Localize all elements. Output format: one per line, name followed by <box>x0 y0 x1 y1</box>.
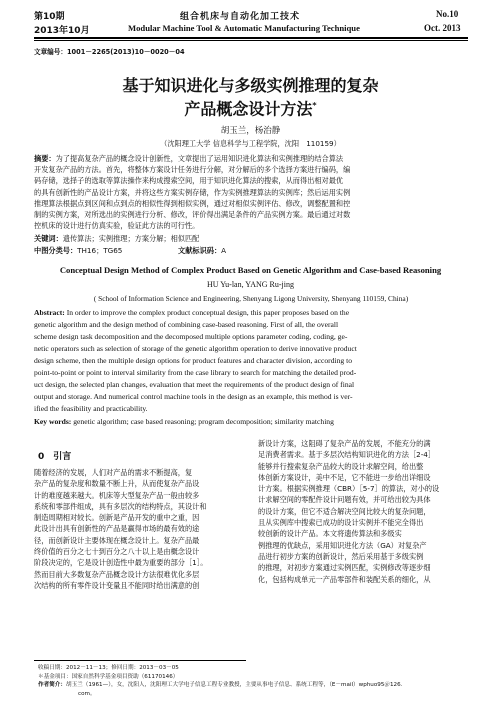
abstract-en-line: output and storage. And numerical control machine tools in the design as an example, this method is ver- <box>34 392 353 401</box>
paper-title-en: Conceptual Design Method of Complex Product Based on Genetic Algorithm and Case-based Reasoning <box>59 265 442 275</box>
body-line: 次结构的所有零件设计变量且不能同时给出满意的创 <box>34 580 200 590</box>
body-line: 然而目前大多数复杂产品概念设计方法很难优化多层 <box>34 569 200 579</box>
body-line: 系统和零部件组成，具有多层次的结构特点，其设计和 <box>34 501 207 511</box>
footnote-author-cont: com。 <box>78 690 96 697</box>
abstract-en-line: netic operators such as selection of storage of the genetic algorithm operation to derive innovative product <box>34 344 357 353</box>
body-line: 例推理的优缺点，采用知识进化方法（GA）对复杂产 <box>258 540 427 550</box>
abstract-zh-label: 摘要： <box>34 154 56 163</box>
footnotes <box>38 664 478 698</box>
issue-number-zh: 第10期 <box>34 12 65 22</box>
body-line: 终价值的百分之七十到百分之八十以上是由概念设计 <box>34 547 200 557</box>
authors-en: HU Yu-lan, YANG Ru-jing <box>207 280 294 289</box>
title-line-2: 产品概念设计方法* <box>184 99 317 119</box>
body-line: 足消费者需求。基于多层次结构知识进化的方法［2-4］ <box>258 450 436 460</box>
keywords-zh-label: 关键词： <box>34 234 63 243</box>
body-line: 且从实例库中搜索已成功的设计实例并不能完全得出 <box>258 518 424 528</box>
title-footnote-mark: * <box>312 101 317 110</box>
abstract-zh-line: 开发复杂产品的方法。首先，将整体方案设计任务进行分解，对分解后的多个选择方案进行编码，编 <box>34 165 351 175</box>
keywords-en-label: Key words: <box>34 417 72 426</box>
footnote-divider <box>34 660 246 661</box>
body-line: 杂产品的复杂度和数量不断上升，从而使复杂产品设 <box>34 479 200 489</box>
abstract-en-line: ified the feasibility and practicability. <box>34 404 148 413</box>
right-column-text <box>258 438 470 585</box>
abstract-zh-line: 码存储，选择子的选取等算法操作来构成搜索空间，用于知识进化算法的搜索，从而得出相对最优 <box>34 176 344 186</box>
abstract-zh <box>34 153 468 231</box>
keywords-zh: 关键词：遗传算法；实例推理；方案分解；相似匹配 <box>34 234 200 243</box>
affiliation-zh: （沈阳理工大学 信息科学与工程学院，沈阳 110159） <box>160 139 341 148</box>
header-rule-thin <box>34 40 468 41</box>
body-line: 计方案。根据实例推理（CBR）［5-7］的算法，对小的设 <box>258 484 440 494</box>
body-line: 的推理，对初步方案通过实例匹配，实例修改等逐步细 <box>258 563 431 573</box>
footnote-author-label: 作者简介： <box>38 682 66 689</box>
body-line: 能够并行搜索复杂产品较大的设计求解空间，给出整 <box>258 461 424 471</box>
abstract-zh-line: 摘要：为了提高复杂产品的概念设计创新性，文章提出了运用知识进化算法和实例推理的结合算法 <box>34 154 344 163</box>
document-code: 文献标识码：A <box>178 246 227 255</box>
clc-number: 中图分类号：TH16；TG65 <box>34 246 123 255</box>
body-line: 体创新方案设计，美中不足，它不能进一步给出详细设 <box>258 472 431 482</box>
abstract-en-line: genetic algorithm and the design method of combining case-based reasoning. First of all, the overall <box>34 320 339 329</box>
footnote-received: 收稿日期：2012－11－13；修回日期：2013－03－05 <box>38 665 179 671</box>
issue-number-en: No.10 <box>436 9 459 19</box>
body-line: 化，包括构成单元一产品零部件和装配关系的细化，从 <box>258 574 431 584</box>
body-line: 阶段决定的，它是设计创造性中最为重要的部分［1］。 <box>34 558 208 568</box>
clc-label: 中图分类号： <box>34 246 78 255</box>
document-code-label: 文献标识码： <box>178 246 222 255</box>
publish-date-en: Oct. 2013 <box>424 23 461 33</box>
body-line: 此设计出具有创新性的产品是赢得市场的最有效的途 <box>34 524 200 534</box>
body-line: 计的难度越来越大。机床等大型复杂产品一般由较多 <box>34 490 200 500</box>
body-line: 径，而创新设计主要体现在概念设计上。复杂产品最 <box>34 535 200 545</box>
paper-title-zh <box>0 76 501 119</box>
title-line-1: 基于知识进化与多级实例推理的复杂 <box>122 76 379 95</box>
body-line: 随着经济的发展，人们对产品的需求不断提高，复 <box>34 468 193 477</box>
keywords-en: Key words: genetic algorithm; case based reasoning; program decomposition; similarity matching <box>34 417 334 426</box>
article-number: 文章编号：1001－2265(2013)10－0020－04 <box>34 48 185 56</box>
authors-zh: 胡玉兰，杨治静 <box>220 126 281 136</box>
abstract-zh-line: 制的实例方案，对所选出的实例进行分析、修改，评价得出满足条件的产品实例方案。最后通过对数 <box>34 210 351 220</box>
abstract-en-line: Abstract: In order to improve the complex product conceptual design, this paper proposes based on the <box>34 308 350 317</box>
header-rule <box>34 37 468 39</box>
abstract-zh-line: 控机床的设计进行仿真实验，验证此方法的可行性。 <box>34 221 200 231</box>
left-column-text <box>34 467 246 591</box>
section-heading-intro: 0 引言 <box>38 452 72 462</box>
abstract-en-line: point-to-point or point to interval similarity from the case library to search for matching the detailed prod- <box>34 368 357 377</box>
body-line: 较创新的设计产品。本文将遗传算法和多级实 <box>258 529 402 539</box>
journal-title-zh: 组合机床与自动化加工技术 <box>180 12 301 22</box>
body-line: 计求解空间的零配件设计问题有效，并可给出较为具体 <box>258 495 431 505</box>
footnote-fund: ＊基金项目：国家自然科学基金项目资助（61170146） <box>38 673 179 680</box>
publish-date-zh: 2013年10月 <box>34 26 90 36</box>
abstract-zh-line: 的具有创新性的产品设计方案，并将这些方案实例存储，作为实例推理算法的实例库；然后运用实例 <box>34 187 351 197</box>
footnote-author: 作者简介：胡玉兰（1961—），女，沈阳人，沈阳理工大学电子信息工程专业教授，主要从事电子信息、系统工程等，（E－mail）wphuo95＠126. <box>38 682 403 689</box>
abstract-en-line: uct design, the selected plan changes, evaluation that meet the requirements of the product design of final <box>34 380 355 389</box>
body-line: 的设计方案，但它不适合解决空间比较大的复杂问题， <box>258 506 431 516</box>
affiliation-en: ( School of Information Science and Engineering, Shenyang Ligong University, Shenyang 110159, China) <box>93 294 409 303</box>
abstract-zh-line: 推理算法根据点到区间和点到点的相似性得到相似实例，通过对相似实例评估、修改，调整配置和控 <box>34 198 351 208</box>
abstract-en-line: design scheme, then the multiple design options for product features and character division, according to <box>34 356 352 365</box>
body-line: 新设计方案，这阻碍了复杂产品的发展，不能充分的满 <box>258 439 431 448</box>
journal-title-en: Modular Machine Tool & Automatic Manufacturing Technique <box>128 23 360 33</box>
abstract-en <box>34 307 468 428</box>
abstract-en-label: Abstract: <box>34 308 65 317</box>
abstract-en-line: scheme design task decomposition and the decomposed multiple options parameter coding, coding, ge- <box>34 332 348 341</box>
body-line: 品进行初步方案的创新设计，然后采用基于多级实例 <box>258 551 424 561</box>
body-line: 制造周期相对较长。创新是产品开发的重中之重，因 <box>34 513 200 523</box>
